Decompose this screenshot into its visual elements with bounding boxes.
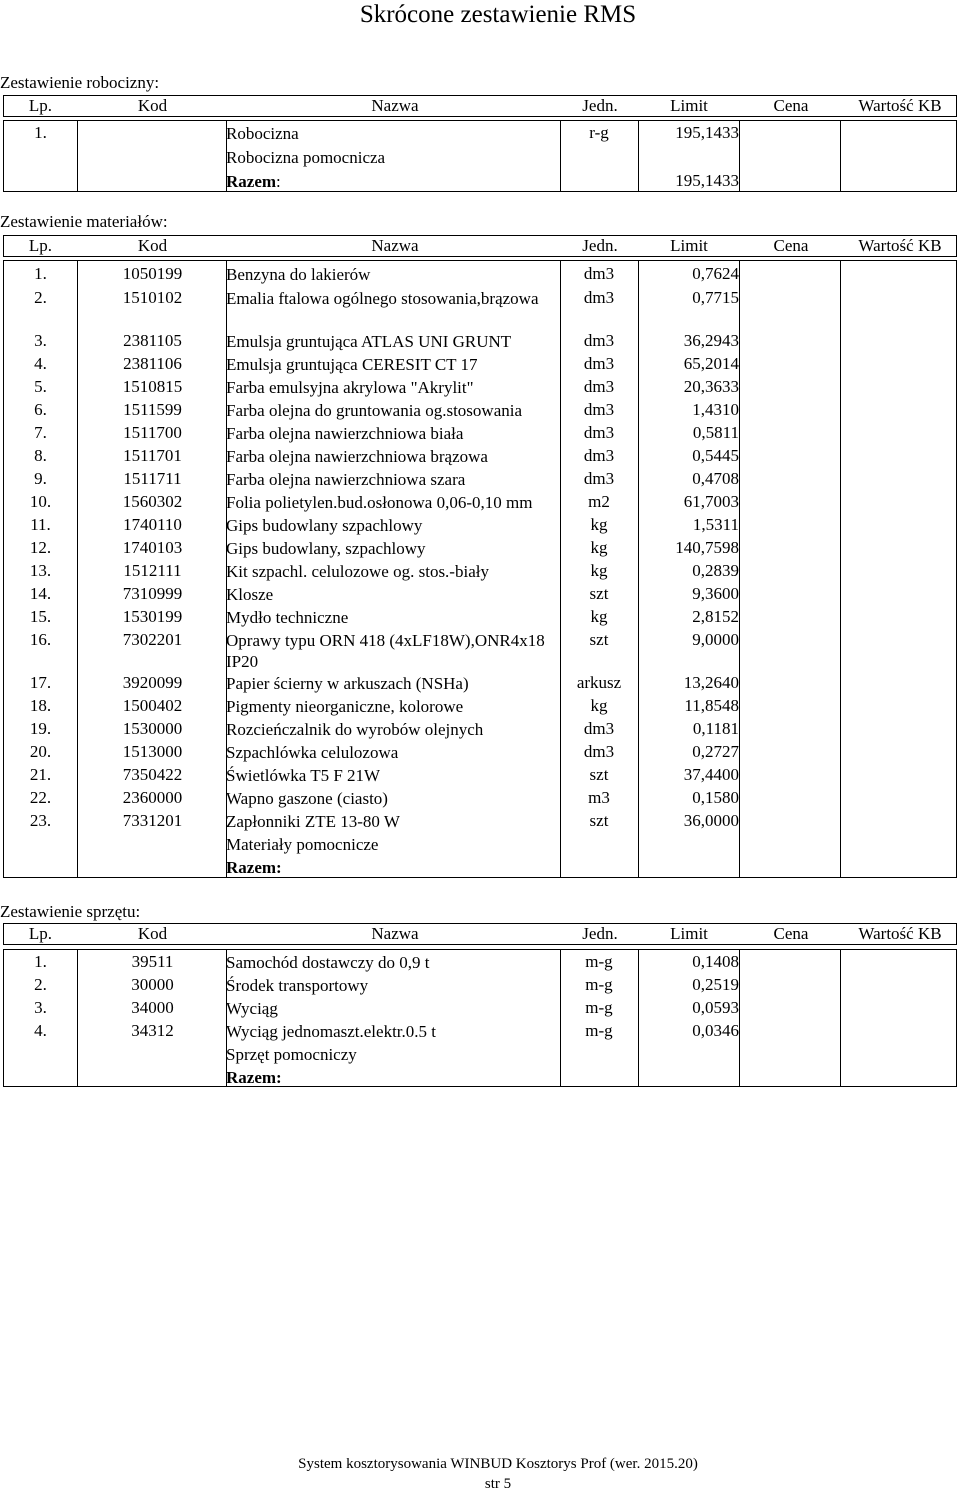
header-kod: Kod [137,236,168,255]
cell-limit: 1,4310 [692,400,739,419]
cell-nazwa: Benzyna do lakierów [226,265,371,284]
cell-nazwa: Farba olejna nawierzchniowa szara [226,470,466,489]
cell-jedn: kg [590,538,608,557]
cell-jedn: m-g [585,998,613,1017]
labor-table-header [3,95,957,117]
footer-software: System kosztorysowania WINBUD Kosztorys Prof (wer. 2015.20) [298,1456,698,1472]
cell-nazwa: Zapłonniki ZTE 13-80 W [226,812,400,831]
cell-lp: 17. [29,673,52,692]
labor-section-title: Zestawienie robocizny: [0,73,160,92]
cell-limit: 195,1433 [675,171,739,190]
cell-nazwa: Gips budowlany szpachlowy [226,516,423,535]
cell-nazwa: Wyciąg jednomaszt.elektr.0.5 t [226,1022,436,1041]
cell-kod: 7350422 [122,765,183,784]
cell-lp: 8. [34,446,47,465]
cell-limit: 0,7624 [692,264,739,283]
cell-jedn: dm3 [583,423,615,442]
materials-table [3,260,957,878]
cell-lp: 10. [29,492,52,511]
cell-nazwa: Pigmenty nieorganiczne, kolorowe [226,697,464,716]
header-nazwa: Nazwa [371,236,419,255]
cell-limit: 140,7598 [675,538,739,557]
cell-lp: 7. [34,423,47,442]
cell-lp: 14. [29,584,52,603]
cell-jedn: dm3 [583,446,615,465]
cell-lp: 22. [29,788,52,807]
cell-lp: 1. [34,264,47,283]
cell-limit: 0,0593 [692,998,739,1017]
cell-nazwa: Farba emulsyjna akrylowa "Akrylit" [226,378,474,397]
cell-limit: 0,4708 [692,469,739,488]
header-limit: Limit [670,96,708,115]
page-title: Skrócone zestawienie RMS [359,1,637,28]
cell-jedn: r-g [589,123,609,142]
cell-lp: 12. [29,538,52,557]
cell-kod: 34000 [131,998,174,1017]
cell-jedn: arkusz [576,673,622,692]
header-cena: Cena [773,236,809,255]
cell-kod: 1511700 [123,423,182,442]
cell-jedn: kg [590,515,608,534]
cell-jedn: dm3 [583,331,615,350]
cell-nazwa: Emalia ftalowa ogólnego stosowania,brązowa [226,289,539,308]
cell-jedn: m2 [588,492,610,511]
cell-jedn: dm3 [583,400,615,419]
cell-limit: 13,2640 [683,673,739,692]
header-jedn: Jedn. [582,96,618,115]
cell-nazwa: Świetlówka T5 F 21W [226,766,381,785]
cell-nazwa: Mydło techniczne [226,608,349,627]
cell-jedn: m-g [585,1021,613,1040]
header-lp: Lp. [28,96,53,115]
cell-limit: 36,2943 [683,331,739,350]
cell-nazwa: Razem: [226,172,281,191]
cell-limit: 61,7003 [683,492,739,511]
cell-nazwa: Farba olejna nawierzchniowa biała [226,424,464,443]
cell-jedn: dm3 [583,469,615,488]
cell-kod: 2381106 [123,354,182,373]
cell-kod: 2360000 [122,788,183,807]
header-nazwa: Nazwa [371,96,419,115]
cell-limit: 65,2014 [683,354,739,373]
cell-jedn: szt [589,765,609,784]
cell-jedn: dm3 [583,742,615,761]
cell-lp: 11. [30,515,51,534]
cell-jedn: kg [590,696,608,715]
header-jedn: Jedn. [582,236,618,255]
header-nazwa: Nazwa [371,924,419,943]
header-kod: Kod [137,96,168,115]
cell-nazwa: Samochód dostawczy do 0,9 t [226,953,430,972]
cell-lp: 3. [34,998,47,1017]
cell-jedn: szt [589,811,609,830]
cell-nazwa: Robocizna [226,124,299,143]
header-cena: Cena [773,924,809,943]
cell-lp: 4. [34,1021,47,1040]
cell-lp: 2. [34,288,47,307]
cell-jedn: m-g [585,975,613,994]
header-wartosc: Wartość KB [858,96,942,115]
cell-kod: 34312 [131,1021,174,1040]
cell-nazwa: Emulsja gruntująca CERESIT CT 17 [226,355,478,374]
materials-section-title: Zestawienie materiałów: [0,212,168,231]
header-limit: Limit [670,236,708,255]
header-wartosc: Wartość KB [858,236,942,255]
cell-nazwa: Razem: [226,858,282,877]
cell-jedn: dm3 [583,354,615,373]
cell-kod: 1513000 [122,742,183,761]
cell-lp: 5. [34,377,47,396]
cell-nazwa: Razem: [226,1068,282,1087]
materials-table-header [3,235,957,257]
cell-limit: 9,3600 [692,584,739,603]
cell-nazwa: Emulsja gruntująca ATLAS UNI GRUNT [226,332,512,351]
cell-kod: 1500402 [122,696,183,715]
cell-lp: 9. [34,469,47,488]
cell-nazwa: Gips budowlany, szpachlowy [226,539,426,558]
cell-lp: 3. [34,331,47,350]
header-kod: Kod [137,924,168,943]
cell-jedn: dm3 [583,288,615,307]
cell-limit: 0,2727 [692,742,739,761]
cell-lp: 20. [29,742,52,761]
cell-nazwa: Kit szpachl. celulozowe og. stos.-biały [226,562,489,581]
cell-jedn: kg [590,607,608,626]
cell-kod: 1740110 [123,515,182,534]
cell-kod: 3920099 [122,673,183,692]
cell-kod: 7302201 [122,630,183,649]
cell-lp: 1. [34,123,47,142]
cell-nazwa: Farba olejna nawierzchniowa brązowa [226,447,488,466]
header-limit: Limit [670,924,708,943]
cell-limit: 11,8548 [684,696,739,715]
cell-limit: 0,1408 [692,952,739,971]
labor-table [3,120,957,192]
cell-kod: 1530199 [122,607,183,626]
cell-jedn: kg [590,561,608,580]
cell-limit: 0,2519 [692,975,739,994]
cell-kod: 1511701 [123,446,182,465]
footer-page-number: str 5 [484,1476,512,1492]
cell-limit: 0,1181 [692,719,739,738]
cell-limit: 36,0000 [683,811,739,830]
cell-kod: 1510815 [122,377,183,396]
cell-kod: 1050199 [122,264,183,283]
cell-kod: 7310999 [122,584,183,603]
cell-lp: 4. [34,354,47,373]
cell-nazwa: Wapno gaszone (ciasto) [226,789,388,808]
cell-limit: 20,3633 [683,377,739,396]
equipment-section-title: Zestawienie sprzętu: [0,902,141,921]
cell-lp: 16. [29,630,52,649]
cell-limit: 1,5311 [692,515,739,534]
cell-limit: 0,0346 [692,1021,739,1040]
cell-limit: 9,0000 [692,630,739,649]
cell-lp: 1. [34,952,47,971]
cell-nazwa: Robocizna pomocnicza [226,148,386,167]
equipment-table-header [3,923,957,945]
cell-kod: 1530000 [122,719,183,738]
cell-nazwa: Papier ścierny w arkuszach (NSHa) [226,674,469,693]
cell-limit: 0,1580 [692,788,739,807]
cell-jedn: dm3 [583,264,615,283]
cell-kod: 1512111 [123,561,182,580]
cell-kod: 1560302 [122,492,183,511]
cell-nazwa: Klosze [226,585,274,604]
equipment-table [3,949,957,1087]
footer [0,1454,960,1494]
cell-jedn: szt [589,630,609,649]
cell-lp: 18. [29,696,52,715]
header-wartosc: Wartość KB [858,924,942,943]
cell-nazwa: Szpachlówka celulozowa [226,743,399,762]
header-lp: Lp. [28,924,53,943]
cell-kod: 1740103 [122,538,183,557]
cell-jedn: dm3 [583,377,615,396]
cell-lp: 13. [29,561,52,580]
cell-lp: 2. [34,975,47,994]
cell-kod: 1511599 [123,400,182,419]
cell-limit: 37,4400 [683,765,739,784]
cell-lp: 19. [29,719,52,738]
cell-nazwa: Środek transportowy [226,976,369,995]
cell-kod: 2381105 [123,331,182,350]
cell-nazwa: Folia polietylen.bud.osłonowa 0,06-0,10 mm [226,493,533,512]
cell-kod: 1510102 [122,288,183,307]
cell-jedn: m3 [588,788,610,807]
cell-limit: 0,7715 [692,288,739,307]
cell-nazwa: Materiały pomocnicze [226,835,379,854]
cell-nazwa: Sprzęt pomocniczy [226,1045,357,1064]
header-jedn: Jedn. [582,924,618,943]
cell-limit: 2,8152 [692,607,739,626]
cell-limit: 195,1433 [675,123,739,142]
cell-nazwa: Oprawy typu ORN 418 (4xLF18W),ONR4x18 IP20 [226,631,545,671]
cell-kod: 30000 [131,975,174,994]
cell-jedn: dm3 [583,719,615,738]
cell-jedn: szt [589,584,609,603]
cell-nazwa: Wyciąg [226,999,278,1018]
cell-lp: 15. [29,607,52,626]
cell-nazwa: Farba olejna do gruntowania og.stosowania [226,401,523,420]
cell-lp: 23. [29,811,52,830]
cell-kod: 39511 [131,952,174,971]
cell-kod: 7331201 [122,811,183,830]
cell-lp: 21. [29,765,52,784]
header-lp: Lp. [28,236,53,255]
cell-kod: 1511711 [123,469,182,488]
cell-limit: 0,5445 [692,446,739,465]
cell-jedn: m-g [585,952,613,971]
cell-limit: 0,2839 [692,561,739,580]
cell-limit: 0,5811 [692,423,739,442]
header-cena: Cena [773,96,809,115]
cell-lp: 6. [34,400,47,419]
cell-nazwa: Rozcieńczalnik do wyrobów olejnych [226,720,484,739]
